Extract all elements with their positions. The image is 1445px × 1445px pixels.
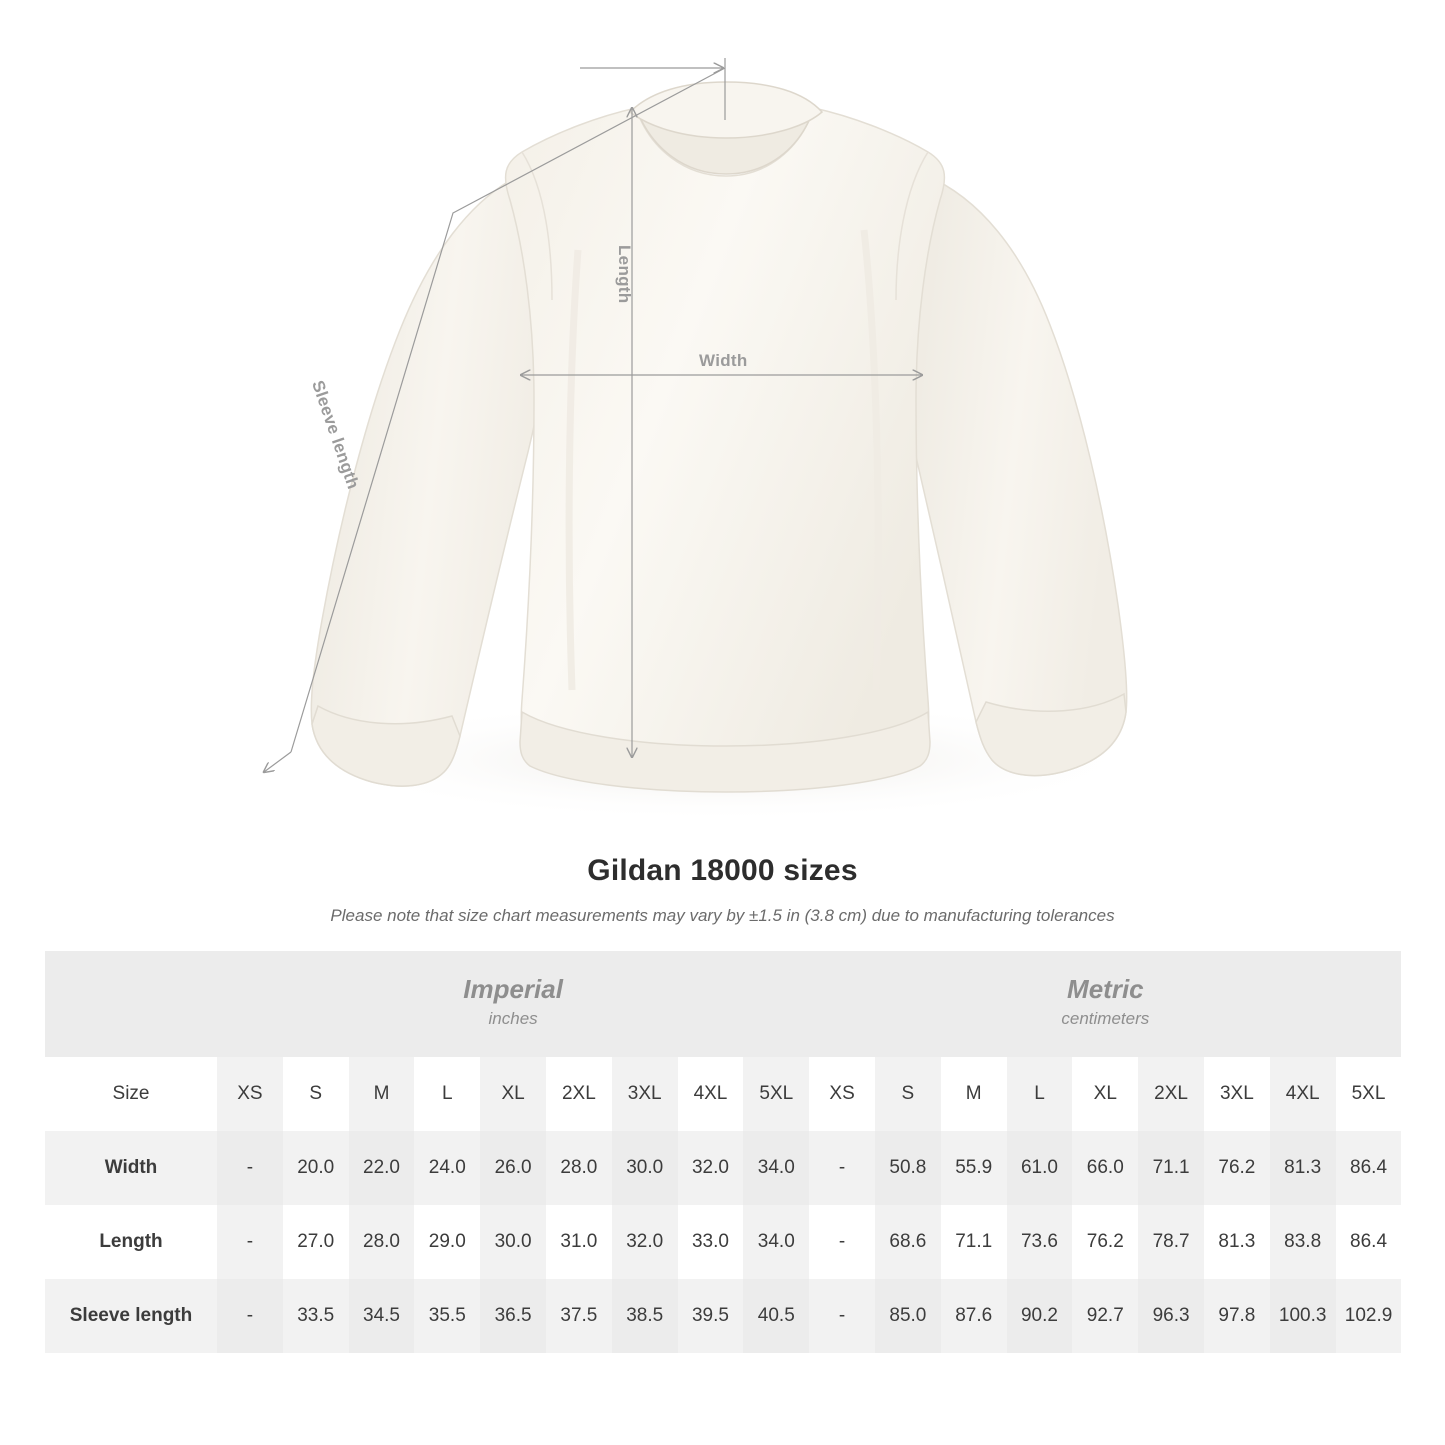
width-metric-l: 61.0 <box>1007 1131 1073 1205</box>
header-size-imperial-l: L <box>414 1057 480 1131</box>
header-size-imperial-3xl: 3XL <box>612 1057 678 1131</box>
sleeve-imperial-xl: 36.5 <box>480 1279 546 1353</box>
sleeve-imperial-m: 34.5 <box>349 1279 415 1353</box>
width-metric-4xl: 81.3 <box>1270 1131 1336 1205</box>
header-size-imperial-4xl: 4XL <box>678 1057 744 1131</box>
length-metric-4xl: 83.8 <box>1270 1205 1336 1279</box>
header-size-imperial-5xl: 5XL <box>743 1057 809 1131</box>
header-size-metric-s: S <box>875 1057 941 1131</box>
tolerance-note: Please note that size chart measurements may vary by ±1.5 in (3.8 cm) due to manufacturing tolerances <box>330 906 1115 925</box>
sleeve-metric-xs: - <box>809 1279 875 1353</box>
row-label-sleeve-length: Sleeve length <box>45 1279 217 1353</box>
width-metric-5xl: 86.4 <box>1336 1131 1402 1205</box>
sleeve-metric-3xl: 97.8 <box>1204 1279 1270 1353</box>
length-metric-m: 71.1 <box>941 1205 1007 1279</box>
width-metric-s: 50.8 <box>875 1131 941 1205</box>
length-imperial-s: 27.0 <box>283 1205 349 1279</box>
row-label-length: Length <box>45 1205 217 1279</box>
unit-header-metric <box>809 951 1401 1057</box>
size-header-row <box>45 1057 1401 1131</box>
sleeve-imperial-5xl: 40.5 <box>743 1279 809 1353</box>
header-size-metric-xl: XL <box>1072 1057 1138 1131</box>
header-size-metric-l: L <box>1007 1057 1073 1131</box>
sleeve-imperial-s: 33.5 <box>283 1279 349 1353</box>
sleeve-imperial-3xl: 38.5 <box>612 1279 678 1353</box>
sleeve-imperial-4xl: 39.5 <box>678 1279 744 1353</box>
header-size-imperial-xs: XS <box>217 1057 283 1131</box>
width-imperial-4xl: 32.0 <box>678 1131 744 1205</box>
sleeve-metric-4xl: 100.3 <box>1270 1279 1336 1353</box>
width-imperial-l: 24.0 <box>414 1131 480 1205</box>
unit-header-row <box>45 951 1401 1057</box>
width-imperial-xl: 26.0 <box>480 1131 546 1205</box>
sleeve-imperial-l: 35.5 <box>414 1279 480 1353</box>
unit-header-spacer <box>45 951 217 1057</box>
width-metric-xs: - <box>809 1131 875 1205</box>
width-imperial-5xl: 34.0 <box>743 1131 809 1205</box>
length-metric-s: 68.6 <box>875 1205 941 1279</box>
width-dimension-label: Width <box>699 351 748 370</box>
length-imperial-xl: 30.0 <box>480 1205 546 1279</box>
length-imperial-xs: - <box>217 1205 283 1279</box>
length-metric-xl: 76.2 <box>1072 1205 1138 1279</box>
header-size-metric-m: M <box>941 1057 1007 1131</box>
length-metric-3xl: 81.3 <box>1204 1205 1270 1279</box>
length-metric-xs: - <box>809 1205 875 1279</box>
width-imperial-3xl: 30.0 <box>612 1131 678 1205</box>
length-dimension-label: Length <box>615 245 634 304</box>
table-row-length <box>45 1205 1401 1279</box>
header-size-metric-5xl: 5XL <box>1336 1057 1402 1131</box>
header-size-imperial-2xl: 2XL <box>546 1057 612 1131</box>
length-metric-5xl: 86.4 <box>1336 1205 1402 1279</box>
unit-header-imperial <box>217 951 809 1057</box>
header-size-imperial-s: S <box>283 1057 349 1131</box>
table-row-width <box>45 1131 1401 1205</box>
sleeve-metric-2xl: 96.3 <box>1138 1279 1204 1353</box>
unit-imperial-name: Imperial <box>463 974 563 1005</box>
width-metric-3xl: 76.2 <box>1204 1131 1270 1205</box>
page-title: Gildan 18000 sizes <box>587 854 858 887</box>
sleeve-metric-5xl: 102.9 <box>1336 1279 1402 1353</box>
size-table <box>45 951 1401 1353</box>
sleeve-imperial-xs: - <box>217 1279 283 1353</box>
length-imperial-4xl: 33.0 <box>678 1205 744 1279</box>
title-block <box>0 840 1445 926</box>
header-size-metric-4xl: 4XL <box>1270 1057 1336 1131</box>
width-imperial-2xl: 28.0 <box>546 1131 612 1205</box>
sleeve-metric-s: 85.0 <box>875 1279 941 1353</box>
header-size-metric-2xl: 2XL <box>1138 1057 1204 1131</box>
length-imperial-3xl: 32.0 <box>612 1205 678 1279</box>
length-metric-l: 73.6 <box>1007 1205 1073 1279</box>
length-imperial-l: 29.0 <box>414 1205 480 1279</box>
header-size-metric-xs: XS <box>809 1057 875 1131</box>
length-imperial-m: 28.0 <box>349 1205 415 1279</box>
sleeve-metric-l: 90.2 <box>1007 1279 1073 1353</box>
width-imperial-s: 20.0 <box>283 1131 349 1205</box>
header-size-metric-3xl: 3XL <box>1204 1057 1270 1131</box>
sleeve-metric-xl: 92.7 <box>1072 1279 1138 1353</box>
length-imperial-2xl: 31.0 <box>546 1205 612 1279</box>
unit-imperial-sub: inches <box>488 1009 538 1029</box>
sleeve-length-dimension-label: Sleeve length <box>308 378 363 492</box>
header-size-label: Size <box>45 1057 217 1131</box>
sleeve-metric-m: 87.6 <box>941 1279 1007 1353</box>
size-table-container <box>45 951 1401 1353</box>
row-label-width: Width <box>45 1131 217 1205</box>
header-size-imperial-m: M <box>349 1057 415 1131</box>
width-metric-xl: 66.0 <box>1072 1131 1138 1205</box>
unit-metric-name: Metric <box>1067 974 1144 1005</box>
width-imperial-m: 22.0 <box>349 1131 415 1205</box>
width-metric-2xl: 71.1 <box>1138 1131 1204 1205</box>
header-size-imperial-xl: XL <box>480 1057 546 1131</box>
table-row-sleeve-length <box>45 1279 1401 1353</box>
sleeve-imperial-2xl: 37.5 <box>546 1279 612 1353</box>
unit-metric-sub: centimeters <box>1061 1009 1150 1029</box>
length-metric-2xl: 78.7 <box>1138 1205 1204 1279</box>
length-imperial-5xl: 34.0 <box>743 1205 809 1279</box>
width-metric-m: 55.9 <box>941 1131 1007 1205</box>
width-imperial-xs: - <box>217 1131 283 1205</box>
